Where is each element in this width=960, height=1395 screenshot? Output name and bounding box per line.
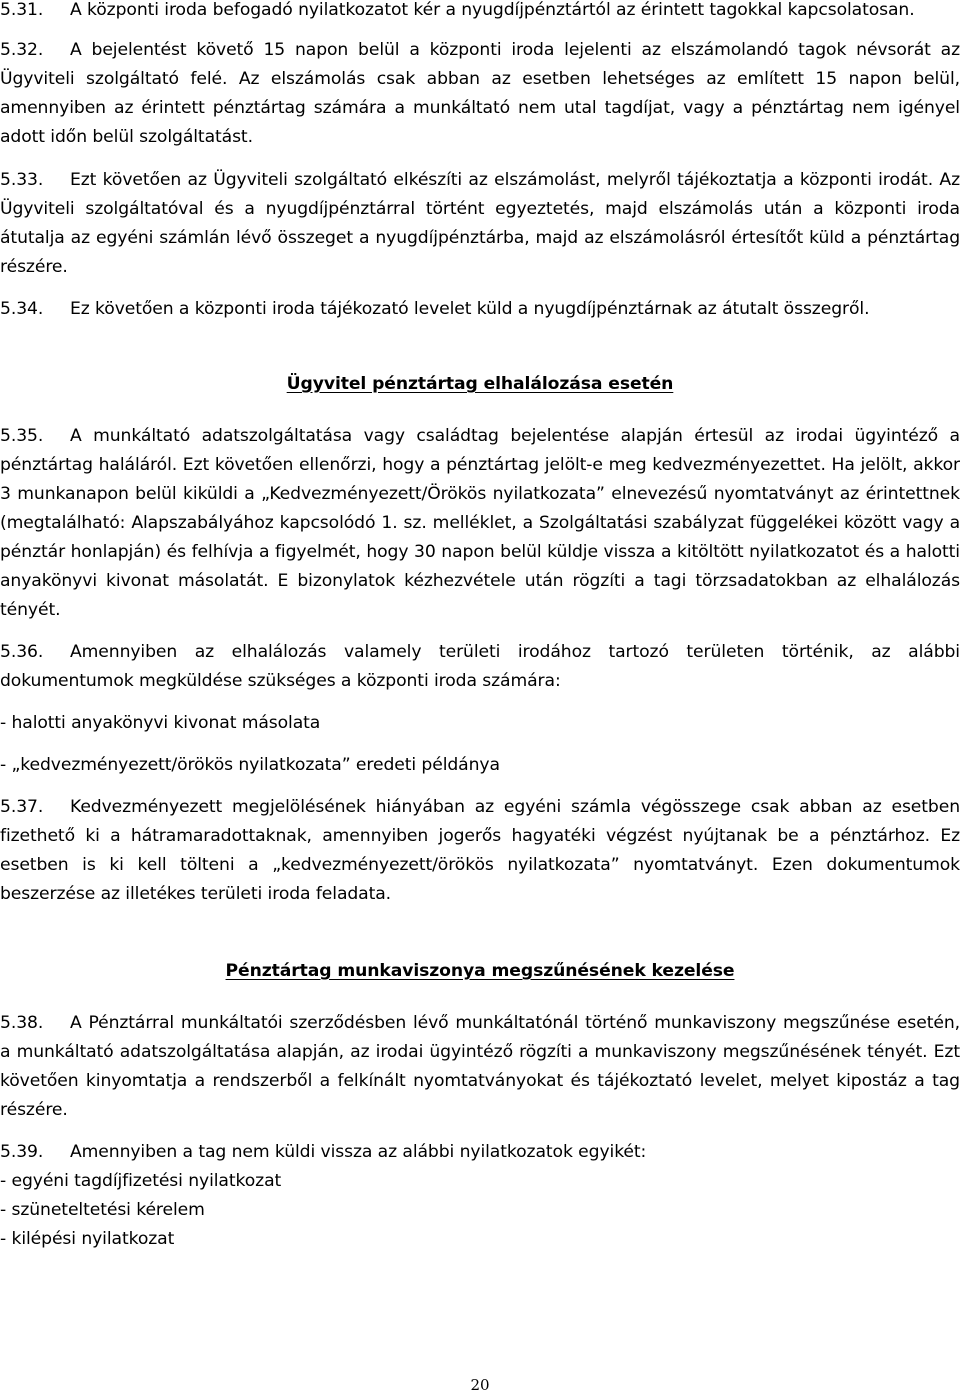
- paragraph-text: A Pénztárral munkáltatói szerződésben lévő munkáltatónál történő munkaviszony megszűnése esetén, a munkáltató adatszolgáltatása alapján, az irodai ügyintéző rögzíti a munkaviszony megszűnésének tényét. Ezt követően kinyomtatja a rendszerből a felkínált nyomtatványokat és tájékoztató levelet, melyet kipostáz a tag részére.: [0, 1013, 960, 1120]
- paragraph-text: A munkáltató adatszolgáltatása vagy családtag bejelentése alapján értesül az irodai ügyintéző a pénztártag haláláról. Ezt követően ellenőrzi, hogy a pénztártag jelölt-e meg kedvezményezettet. Ha jelölt, akkor 3 munkanapon belül kiküldi a „Kedvezményezett/Örökös nyilatkozata” elnevezésű nyomtatványt az érintettnek (megtalálható: Alapszabályához kapcsolódó 1. sz. melléklet, a Szolgáltatási szabályzat függelékei között vagy a pénztár honlapján) és felhívja a figyelmét, hogy 30 napon belül küldje vissza a kitöltött nyilatkozatot és a halotti anyakönyvi kivonat másolatát. E bizonylatok kézhezvétele után rögzíti a tagi törzsadatokban az elhalálozás tényét.: [0, 426, 960, 620]
- paragraph-number: 5.32.: [0, 40, 44, 60]
- paragraph-number: 5.33.: [0, 170, 44, 190]
- paragraph-5-33: [0, 166, 960, 282]
- paragraph-number: 5.34.: [0, 299, 44, 319]
- paragraph-5-37: [0, 793, 960, 909]
- list-item: - kilépési nyilatkozat: [0, 1229, 175, 1249]
- section-heading-death: Ügyvitel pénztártag elhalálozása esetén: [286, 374, 674, 394]
- list-item: - egyéni tagdíjfizetési nyilatkozat: [0, 1171, 282, 1191]
- list-item: - „kedvezményezett/örökös nyilatkozata” eredeti példánya: [0, 755, 500, 775]
- paragraph-number: 5.31.: [0, 0, 44, 20]
- page-number: 20: [470, 1376, 490, 1394]
- paragraph-5-36: [0, 638, 960, 696]
- paragraph-text: A bejelentést követő 15 napon belül a központi iroda lejelenti az elszámolandó tagok névsorát az Ügyviteli szolgáltató felé. Az elszámolás csak abban az esetben lehetséges az említett 15 napon belül, amennyiben az érintett pénztártag számára a munkáltató nem utal tagdíjat, vagy a pénztártag nem igényel adott időn belül szolgáltatást.: [0, 40, 960, 147]
- paragraph-5-39: [0, 1138, 960, 1167]
- list-item: - halotti anyakönyvi kivonat másolata: [0, 713, 321, 733]
- paragraph-text: Ezt követően az Ügyviteli szolgáltató elkészíti az elszámolást, melyről tájékoztatja a központi irodát. Az Ügyviteli szolgáltatóval és a nyugdíjpénztárral történt egyeztetés, majd elszámolás után a központi iroda átutalja az egyéni számlán lévő összeget a nyugdíjpénztárba, majd az elszámolásról értesítőt küld a pénztártag részére.: [0, 170, 960, 277]
- paragraph-number: 5.39.: [0, 1142, 44, 1162]
- paragraph-text: Amennyiben az elhalálozás valamely területi irodához tartozó területen történik, az alábbi dokumentumok megküldése szükséges a központi iroda számára:: [0, 642, 960, 691]
- paragraph-text: Amennyiben a tag nem küldi vissza az alábbi nyilatkozatok egyikét:: [70, 1142, 647, 1162]
- paragraph-5-31: [0, 0, 960, 25]
- paragraph-number: 5.36.: [0, 642, 44, 662]
- paragraph-text: Kedvezményezett megjelölésének hiányában az egyéni számla végösszege csak abban az esetben fizethető ki a hátramaradottaknak, amennyiben jogerős hagyatéki végzést nyújtanak be a pénztárhoz. Ez esetben is ki kell tölteni a „kedvezményezett/örökös nyilatkozata” nyomtatványt. Ezen dokumentumok beszerzése az illetékes területi iroda feladata.: [0, 797, 960, 904]
- paragraph-5-38: [0, 1009, 960, 1125]
- list-item: - szüneteltetési kérelem: [0, 1200, 205, 1220]
- section-heading-employment: Pénztártag munkaviszonya megszűnésének kezelése: [225, 961, 735, 981]
- paragraph-5-34: [0, 295, 960, 324]
- paragraph-number: 5.38.: [0, 1013, 44, 1033]
- paragraph-text: A központi iroda befogadó nyilatkozatot kér a nyugdíjpénztártól az érintett tagokkal kapcsolatosan.: [70, 0, 915, 20]
- paragraph-number: 5.35.: [0, 426, 44, 446]
- paragraph-text: Ez követően a központi iroda tájékozató levelet küld a nyugdíjpénztárnak az átutalt összegről.: [70, 299, 870, 319]
- paragraph-5-35: [0, 422, 960, 625]
- paragraph-number: 5.37.: [0, 797, 44, 817]
- paragraph-5-32: [0, 36, 960, 152]
